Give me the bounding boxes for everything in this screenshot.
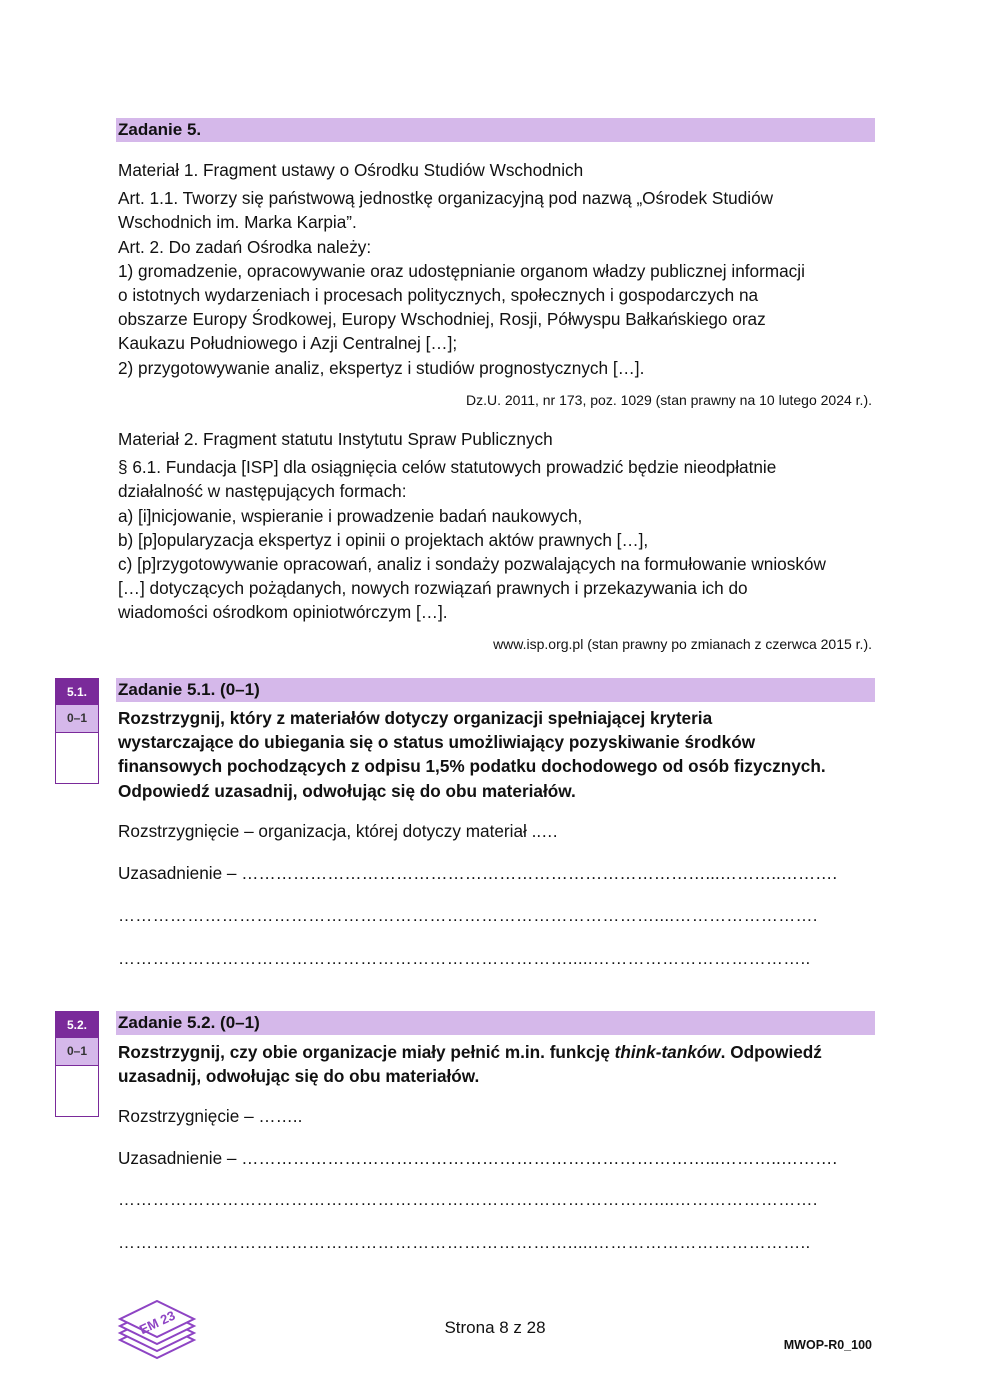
score-points: 0–1 (56, 1038, 98, 1066)
answer-line[interactable]: …………………………………………………………………….....……………………………….. (118, 1233, 811, 1252)
task-5-2-decision[interactable] (118, 1104, 878, 1128)
material-2-line: b) [p]opularyzacja ekspertyz i opinii o projektach aktów prawnych […], (118, 529, 649, 550)
material-1-line: 1) gromadzenie, opracowywanie oraz udostępnianie organom władzy publicznej informacji (118, 260, 805, 281)
document-code: MWOP-R0_100 (783, 1338, 872, 1352)
material-2-line: § 6.1. Fundacja [ISP] dla osiągnięcia celów statutowych prowadzić będzie nieodpłatnie (118, 457, 777, 478)
task-5-1-question (118, 706, 878, 803)
question-line: finansowych pochodzących z odpisu 1,5% podatku dochodowego od osób fizycznych. (118, 756, 826, 777)
material-2-line: c) [p]rzygotowywanie opracowań, analiz i sondaży pozwalających na formułowanie wniosków (118, 554, 826, 575)
material-1-line: Wschodnich im. Marka Karpia”. (118, 212, 357, 233)
material-2-line: […] dotyczących pożądanych, nowych rozwiązań prawnych i przekazywania ich do (118, 578, 748, 599)
decision-text: Rozstrzygnięcie – …….. (118, 1106, 303, 1126)
material-1-source: Dz.U. 2011, nr 173, poz. 1029 (stan prawny na 10 lutego 2024 r.). (466, 392, 872, 408)
material-1-line: obszarze Europy Środkowej, Europy Wschodniej, Rosji, Półwyspu Bałkańskiego oraz (118, 309, 766, 330)
score-entry-field[interactable] (56, 733, 98, 783)
question-line: uzasadnij, odwołując się do obu materiałów. (118, 1066, 480, 1087)
material-2-line: a) [i]nicjowanie, wspieranie i prowadzenie badań naukowych, (118, 505, 583, 526)
material-1-line: o istotnych wydarzeniach i procesach politycznych, społecznych i gospodarczych na (118, 285, 759, 306)
task-5-2-title: Zadanie 5.2. (0–1) (116, 1011, 875, 1035)
material-2-source: www.isp.org.pl (stan prawny po zmianach z czerwca 2015 r.). (493, 636, 872, 652)
task-5-2-justification[interactable] (118, 1146, 878, 1170)
material-1-line: Art. 2. Do zadań Ośrodka należy: (118, 236, 372, 257)
material-1-line: 2) przygotowywanie analiz, ekspertyz i studiów prognostycznych […]. (118, 357, 645, 378)
justification-text: Uzasadnienie – ………………………………………………………………………...………..………. (118, 863, 838, 883)
material-2-heading: Materiał 2. Fragment statutu Instytutu Spraw Publicznych (118, 429, 553, 449)
material-1-line: Art. 1.1. Tworzy się państwową jednostkę organizacyjną pod nazwą „Ośrodek Studiów (118, 188, 774, 209)
page-number: Strona 8 z 28 (444, 1318, 546, 1337)
question-italic: think-tanków (614, 1042, 721, 1062)
material-1 (118, 158, 878, 380)
question-line: wystarczające do ubiegania się o status umożliwiający pozyskiwanie środków (118, 732, 756, 753)
score-box-5-2 (55, 1011, 99, 1117)
question-text: Rozstrzygnij, czy obie organizacje miały pełnić m.in. funkcję (118, 1042, 615, 1062)
task-5-2-question (118, 1040, 878, 1088)
answer-line[interactable]: …………………………………………………………………….....……………………………….. (118, 949, 811, 968)
question-line: Rozstrzygnij, który z materiałów dotyczy organizacji spełniającej kryteria (118, 708, 713, 728)
score-box-5-1 (55, 678, 99, 784)
answer-line[interactable]: …………………………………………………………………………………....……………………. (118, 906, 818, 925)
task-5-1-justification[interactable] (118, 861, 878, 885)
question-text: . Odpowiedź (720, 1042, 822, 1062)
score-entry-field[interactable] (56, 1066, 98, 1116)
material-2-line: działalność w następujących formach: (118, 481, 407, 502)
logo-text: EM 23 (137, 1307, 178, 1338)
material-2 (118, 427, 878, 625)
question-line: Odpowiedź uzasadnij, odwołując się do obu materiałów. (118, 780, 576, 801)
justification-text: Uzasadnienie – ………………………………………………………………………...………..………. (118, 1148, 838, 1168)
material-2-line: wiadomości ośrodkom opiniotwórczym […]. (118, 602, 448, 623)
task-heading: Zadanie 5. (116, 118, 875, 142)
score-number: 5.1. (56, 679, 98, 705)
decision-text: Rozstrzygnięcie – organizacja, której dotyczy materiał ..… (118, 821, 559, 841)
material-1-line: Kaukazu Południowego i Azji Centralnej […]; (118, 333, 458, 354)
score-number: 5.2. (56, 1012, 98, 1038)
question-line (118, 1040, 878, 1064)
score-points: 0–1 (56, 705, 98, 733)
material-1-heading: Materiał 1. Fragment ustawy o Ośrodku Studiów Wschodnich (118, 160, 584, 180)
task-5-1-title: Zadanie 5.1. (0–1) (116, 678, 875, 702)
task-5-1-decision[interactable] (118, 819, 878, 843)
answer-line[interactable]: …………………………………………………………………………………....……………………. (118, 1190, 818, 1209)
